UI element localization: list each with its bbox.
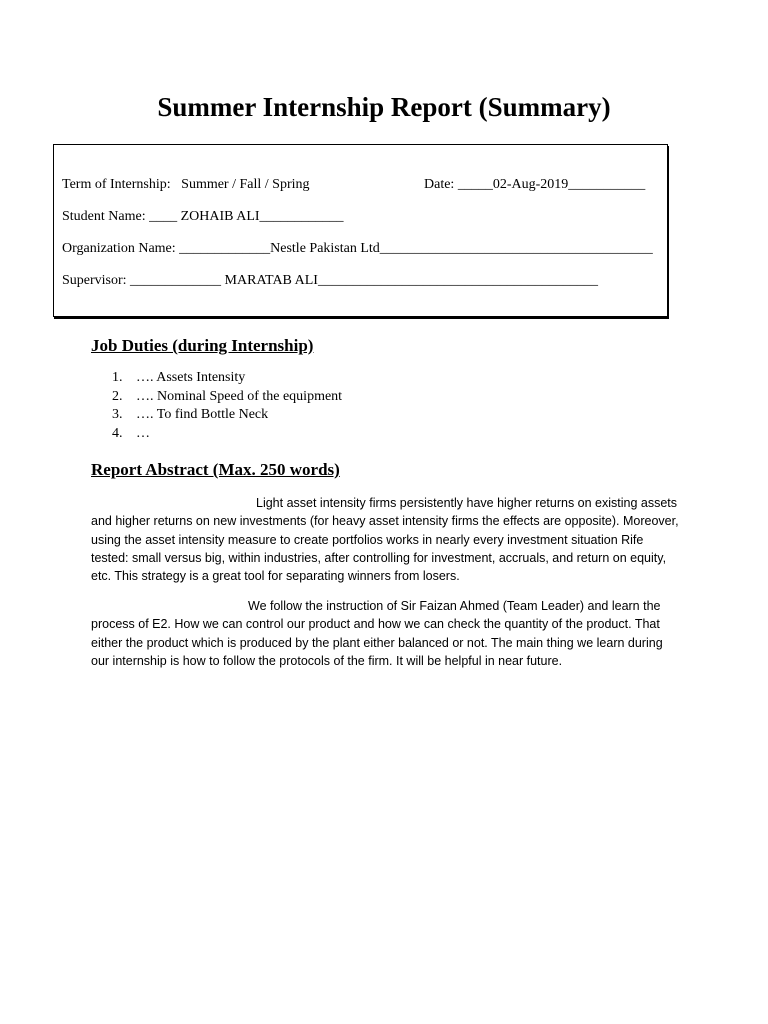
list-text: …. To find Bottle Neck bbox=[136, 407, 269, 423]
list-text: …. Assets Intensity bbox=[136, 370, 246, 385]
job-duties-list bbox=[112, 370, 342, 445]
organization-name: Organization Name: _____________Nestle Pakistan Ltd_______________________________________ bbox=[62, 241, 653, 256]
list-item bbox=[112, 426, 342, 445]
list-number: 2. bbox=[112, 388, 123, 404]
list-number: 1. bbox=[112, 370, 123, 385]
list-number: 3. bbox=[112, 407, 123, 423]
job-duties-heading: Job Duties (during Internship) bbox=[91, 336, 314, 355]
report-abstract-heading: Report Abstract (Max. 250 words) bbox=[91, 460, 340, 479]
internship-info-box bbox=[53, 144, 668, 317]
list-item bbox=[112, 389, 342, 408]
term-of-internship: Term of Internship: Summer / Fall / Spring bbox=[62, 177, 310, 192]
list-item bbox=[112, 370, 342, 389]
page-title: Summer Internship Report (Summary) bbox=[157, 92, 611, 122]
abstract-paragraph-2: We follow the instruction of Sir Faizan Ahmed (Team Leader) and learn the process of E2. How we can control our product and how we can check the quantity of the product. That either the product which is produced by the plant either balanced or not. The main thing we learn during our internship is how to follow the protocols of the firm. It will be helpful in near future. bbox=[91, 599, 663, 668]
list-item bbox=[112, 407, 342, 426]
list-text: … bbox=[136, 426, 150, 442]
abstract-paragraph-1: Light asset intensity firms persistently have higher returns on existing assets and higher returns on new investments (for heavy asset intensity firms the effects are opposite). Moreover, using the asset intensity measure to create portfolios works in nearly every investment situation Rife tested: small versus big, within industries, after controlling for investment, accruals, and return on equity, etc. This strategy is a great tool for separating winners from losers. bbox=[91, 496, 679, 584]
supervisor-name: Supervisor: _____________ MARATAB ALI________________________________________ bbox=[62, 273, 598, 288]
list-text: …. Nominal Speed of the equipment bbox=[136, 388, 343, 404]
list-number: 4. bbox=[112, 426, 123, 442]
report-date: Date: _____02-Aug-2019___________ bbox=[424, 177, 646, 192]
student-name: Student Name: ____ ZOHAIB ALI____________ bbox=[62, 209, 344, 224]
